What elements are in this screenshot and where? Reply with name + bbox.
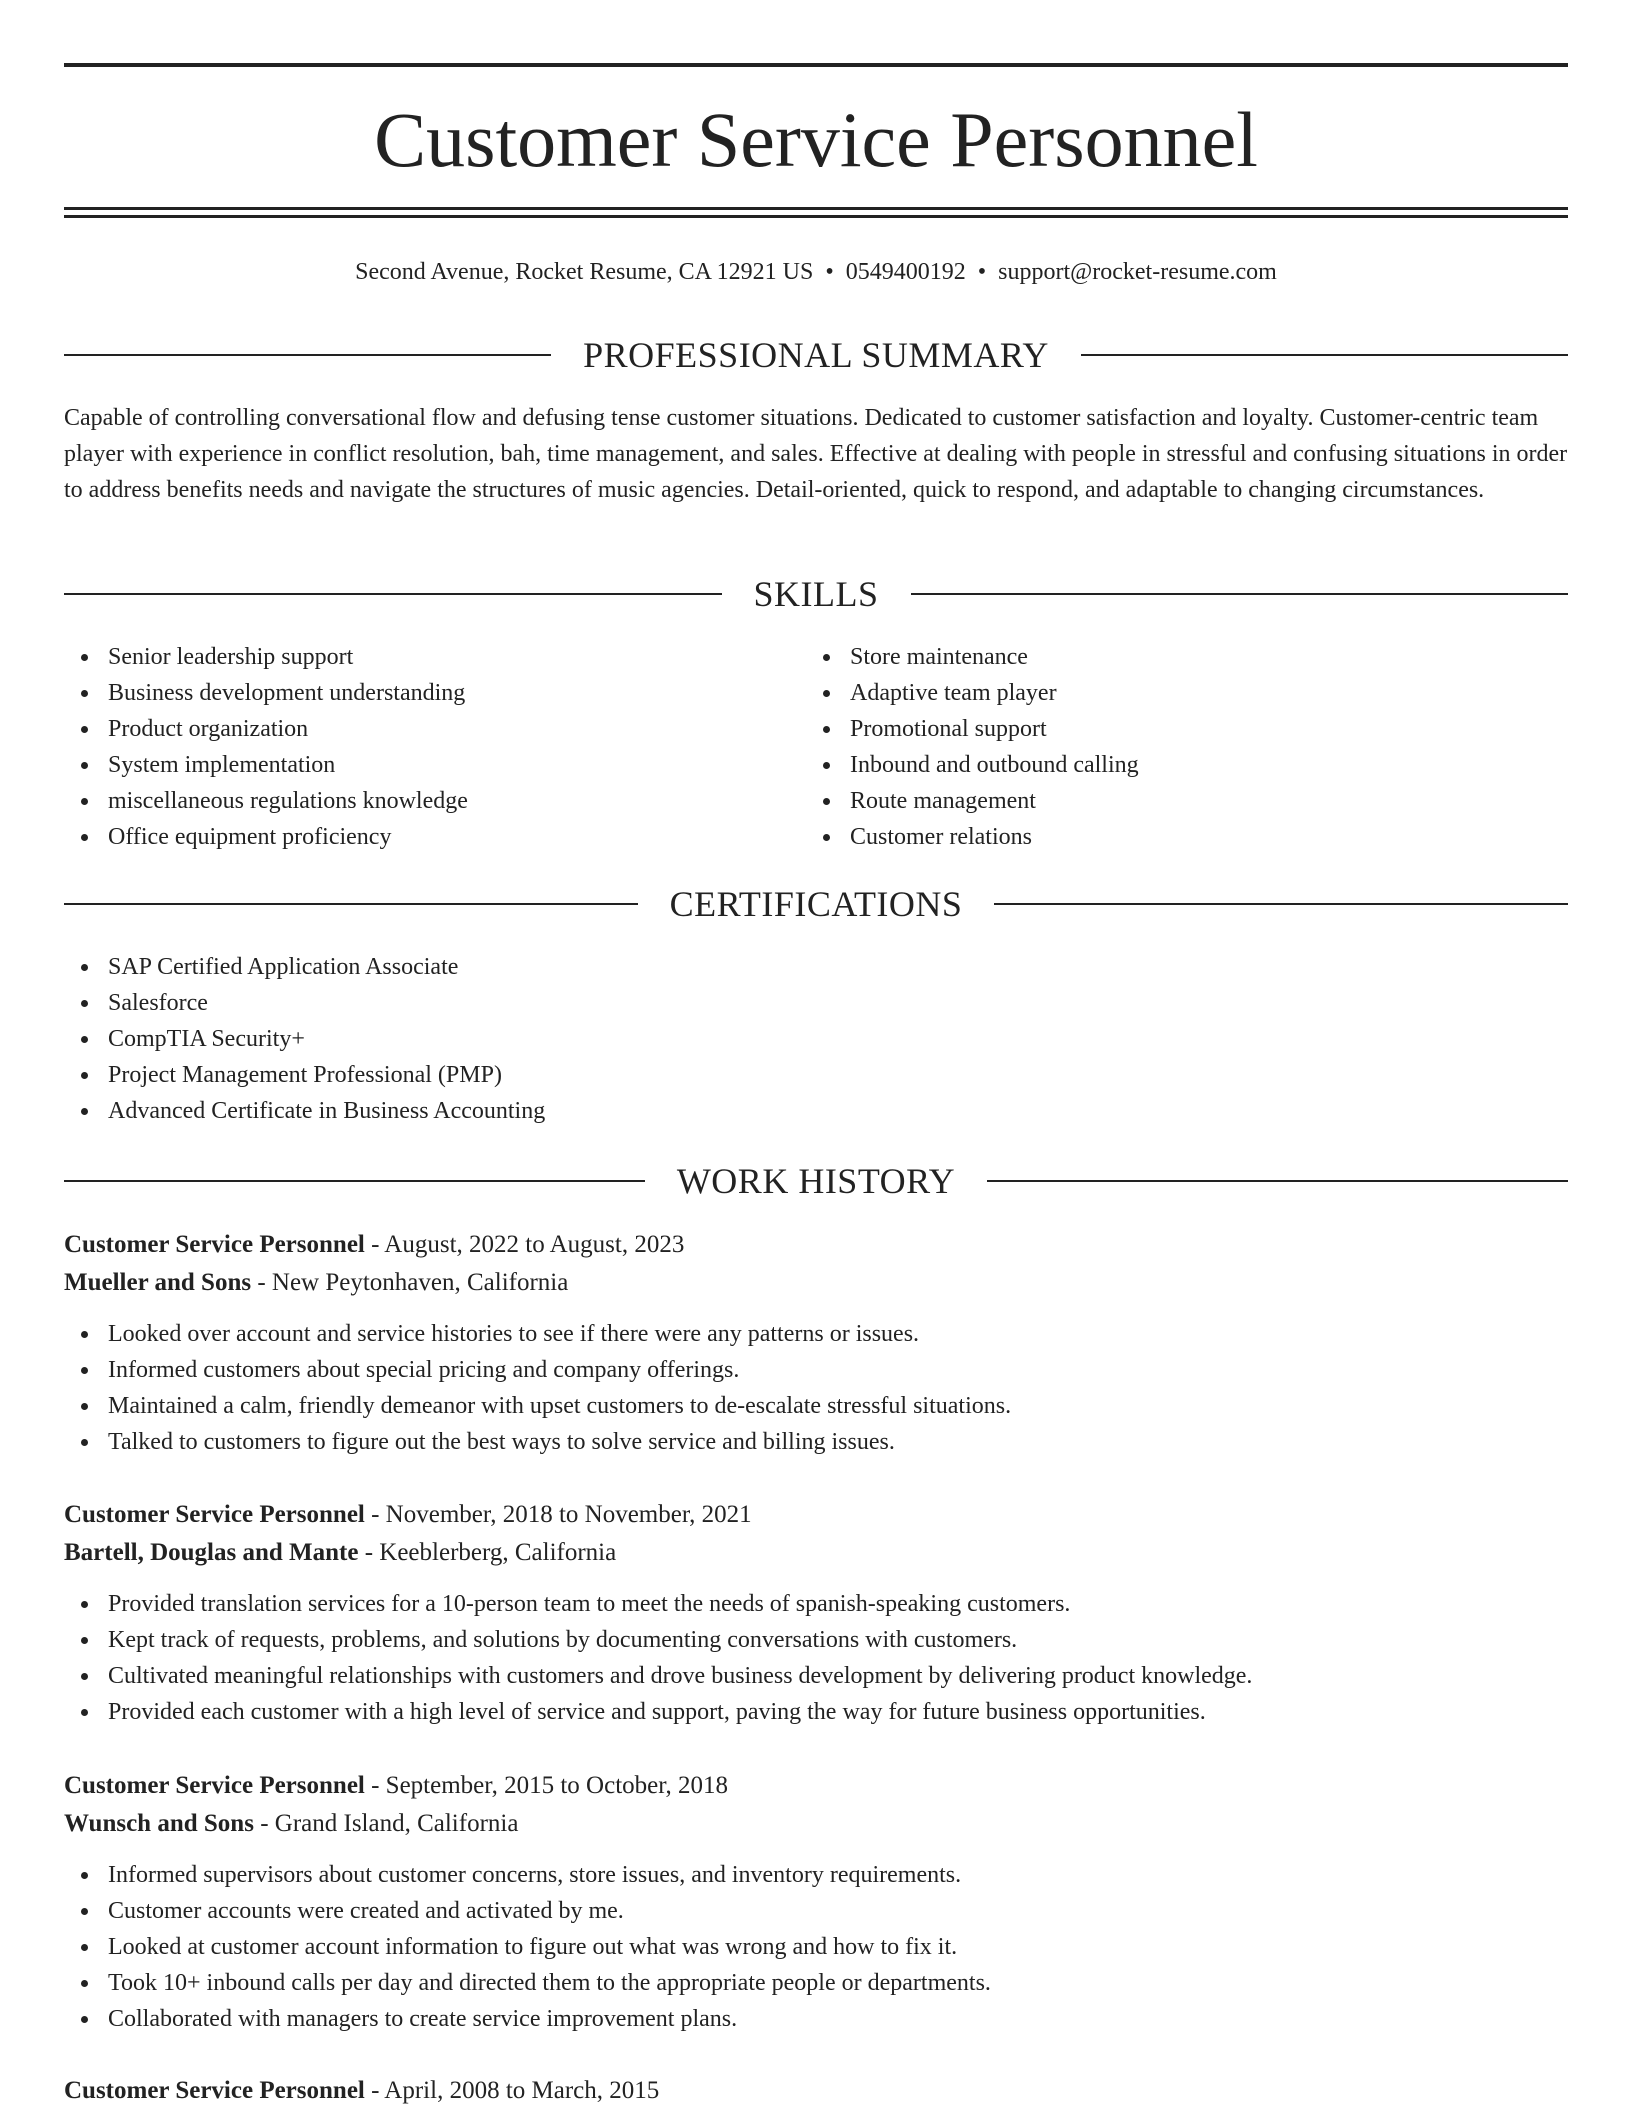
summary-text: Capable of controlling conversational flow and defusing tense customer situations. Dedicated to customer satisfaction and loyalty. Customer-centric team player with experience in conflict resolution, bah, time management, and sales. Effective at dealing with people in stressful and confusing situations in order to address benefits needs and navigate the structures of music agencies. Detail-oriented, quick to respond, and adaptable to changing circumstances. xyxy=(64,405,1568,503)
job-duty: Provided each customer with a high level of service and support, paving the way for future business opportunities. xyxy=(64,1694,1568,1730)
certifications-list xyxy=(64,949,1568,1129)
skill-item: Route management xyxy=(806,783,1506,819)
name-rule-lower xyxy=(64,215,1568,218)
job-company: Bartell, Douglas and Mante xyxy=(64,1539,359,1566)
job-title: Customer Service Personnel xyxy=(64,1772,365,1799)
job-title-line xyxy=(64,1767,1568,1805)
heading-rule-right xyxy=(994,903,1568,905)
skill-item: Inbound and outbound calling xyxy=(806,747,1506,783)
certifications-block xyxy=(64,949,1568,1129)
skills-section-heading xyxy=(64,572,1568,616)
contact-separator: • xyxy=(977,259,987,285)
certification-item: Advanced Certificate in Business Accounting xyxy=(64,1093,1568,1129)
job-company-line xyxy=(64,1805,1568,1843)
job-title: Customer Service Personnel xyxy=(64,1501,365,1528)
heading-rule-left xyxy=(64,1180,645,1182)
skill-item: Promotional support xyxy=(806,711,1506,747)
job-duties-list xyxy=(64,1586,1568,1730)
job-duty: Informed supervisors about customer concerns, store issues, and inventory requirements. xyxy=(64,1857,1568,1893)
job-company: Mueller and Sons xyxy=(64,1269,252,1296)
job-title-line xyxy=(64,1226,1568,1264)
job-dates: - September, 2015 to October, 2018 xyxy=(364,1772,729,1799)
job-duty: Kept track of requests, problems, and solutions by documenting conversations with customers. xyxy=(64,1622,1568,1658)
job-dates: - April, 2008 to March, 2015 xyxy=(364,2077,660,2104)
heading-rule-right xyxy=(911,593,1569,595)
job-entry xyxy=(64,1226,1568,1460)
job-duties-list xyxy=(64,1857,1568,2037)
skill-item: System implementation xyxy=(64,747,764,783)
job-title: Customer Service Personnel xyxy=(64,2077,365,2104)
top-rule xyxy=(64,63,1568,67)
skill-item: Business development understanding xyxy=(64,675,764,711)
skills-column-left xyxy=(64,639,764,855)
job-duty: Maintained a calm, friendly demeanor with upset customers to de-escalate stressful situations. xyxy=(64,1388,1568,1424)
contact-address: Second Avenue, Rocket Resume, CA 12921 US xyxy=(355,259,814,285)
skill-item: Senior leadership support xyxy=(64,639,764,675)
job-duty: Provided translation services for a 10-person team to meet the needs of spanish-speaking customers. xyxy=(64,1586,1568,1622)
skills-list-left xyxy=(64,639,764,855)
summary-section-heading xyxy=(64,333,1568,377)
work-history-heading: WORK HISTORY xyxy=(676,1161,956,1201)
contact-phone: 0549400192 xyxy=(845,259,966,285)
job-duty: Talked to customers to figure out the best ways to solve service and billing issues. xyxy=(64,1424,1568,1460)
job-entry xyxy=(64,1496,1568,1730)
job-title-line xyxy=(64,2072,1568,2110)
job-duty: Took 10+ inbound calls per day and directed them to the appropriate people or departments. xyxy=(64,1965,1568,2001)
job-entry xyxy=(64,2072,1568,2110)
skill-item: Customer relations xyxy=(806,819,1506,855)
job-company-line xyxy=(64,1534,1568,1572)
job-duty: Customer accounts were created and activated by me. xyxy=(64,1893,1568,1929)
job-location: - Grand Island, California xyxy=(253,1810,519,1837)
job-location: - Keeblerberg, California xyxy=(358,1539,617,1566)
heading-rule-left xyxy=(64,354,551,356)
job-title: Customer Service Personnel xyxy=(64,1231,365,1258)
job-entry xyxy=(64,1767,1568,2037)
skills-list-right xyxy=(806,639,1506,855)
certifications-section-heading xyxy=(64,882,1568,926)
job-dates: - August, 2022 to August, 2023 xyxy=(364,1231,685,1258)
job-duty: Informed customers about special pricing and company offerings. xyxy=(64,1352,1568,1388)
contact-email: support@rocket-resume.com xyxy=(998,259,1277,285)
job-duty: Cultivated meaningful relationships with customers and drove business development by delivering product knowledge. xyxy=(64,1658,1568,1694)
heading-rule-right xyxy=(1081,354,1568,356)
work-history-section-heading xyxy=(64,1159,1568,1203)
summary-heading: PROFESSIONAL SUMMARY xyxy=(583,335,1049,375)
heading-rule-left xyxy=(64,903,638,905)
skill-item: Office equipment proficiency xyxy=(64,819,764,855)
certification-item: CompTIA Security+ xyxy=(64,1021,1568,1057)
certification-item: Salesforce xyxy=(64,985,1568,1021)
heading-rule-right xyxy=(987,1180,1568,1182)
contact-line xyxy=(64,254,1568,290)
skill-item: Store maintenance xyxy=(806,639,1506,675)
job-title-line xyxy=(64,1496,1568,1534)
job-duty: Collaborated with managers to create service improvement plans. xyxy=(64,2001,1568,2037)
candidate-name: Customer Service Personnel xyxy=(374,96,1258,183)
job-duty: Looked over account and service histories to see if there were any patterns or issues. xyxy=(64,1316,1568,1352)
skills-column-right xyxy=(806,639,1506,855)
heading-rule-left xyxy=(64,593,722,595)
name-rule-upper xyxy=(64,207,1568,210)
job-company-line xyxy=(64,1264,1568,1302)
job-dates: - November, 2018 to November, 2021 xyxy=(364,1501,752,1528)
skill-item: Adaptive team player xyxy=(806,675,1506,711)
skill-item: miscellaneous regulations knowledge xyxy=(64,783,764,819)
certifications-heading: CERTIFICATIONS xyxy=(669,884,963,924)
job-duty: Looked at customer account information to figure out what was wrong and how to fix it. xyxy=(64,1929,1568,1965)
certification-item: Project Management Professional (PMP) xyxy=(64,1057,1568,1093)
skills-heading: SKILLS xyxy=(753,574,879,614)
skill-item: Product organization xyxy=(64,711,764,747)
job-location: - New Peytonhaven, California xyxy=(251,1269,569,1296)
contact-separator: • xyxy=(825,259,834,285)
certification-item: SAP Certified Application Associate xyxy=(64,949,1568,985)
job-duties-list xyxy=(64,1316,1568,1460)
job-company: Wunsch and Sons xyxy=(64,1810,254,1837)
